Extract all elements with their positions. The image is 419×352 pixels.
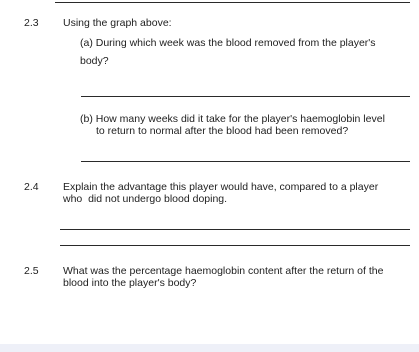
- answer-line-2-4-second[interactable]: [60, 245, 410, 246]
- question-number-2-4: 2.4: [24, 181, 39, 193]
- question-2-3b-text-line1: (b) How many weeks did it take for the player's haemoglobin level: [80, 113, 385, 125]
- answer-line-2-3b[interactable]: [81, 161, 410, 162]
- question-2-3a-text-line2: body?: [80, 55, 109, 67]
- question-2-4-text-line1: Explain the advantage this player would have, compared to a player: [63, 181, 379, 193]
- question-2-5-text-line1: What was the percentage haemoglobin content after the return of the: [63, 265, 384, 277]
- question-2-4-text-line2: who did not undergo blood doping.: [63, 193, 228, 205]
- question-2-5-text-line2: blood into the player's body?: [63, 277, 197, 289]
- question-number-2-3: 2.3: [24, 17, 39, 29]
- answer-line-2-3a[interactable]: [81, 96, 410, 97]
- top-answer-line: [55, 2, 410, 3]
- question-2-3-intro: Using the graph above:: [63, 17, 172, 29]
- answer-line-2-4-first[interactable]: [60, 229, 410, 230]
- question-2-3b-text-line2: to return to normal after the blood had been removed?: [96, 125, 349, 137]
- question-number-2-5: 2.5: [24, 265, 39, 277]
- question-2-3a-text-line1: (a) During which week was the blood removed from the player's: [80, 37, 376, 49]
- page-bottom-band: [0, 344, 419, 352]
